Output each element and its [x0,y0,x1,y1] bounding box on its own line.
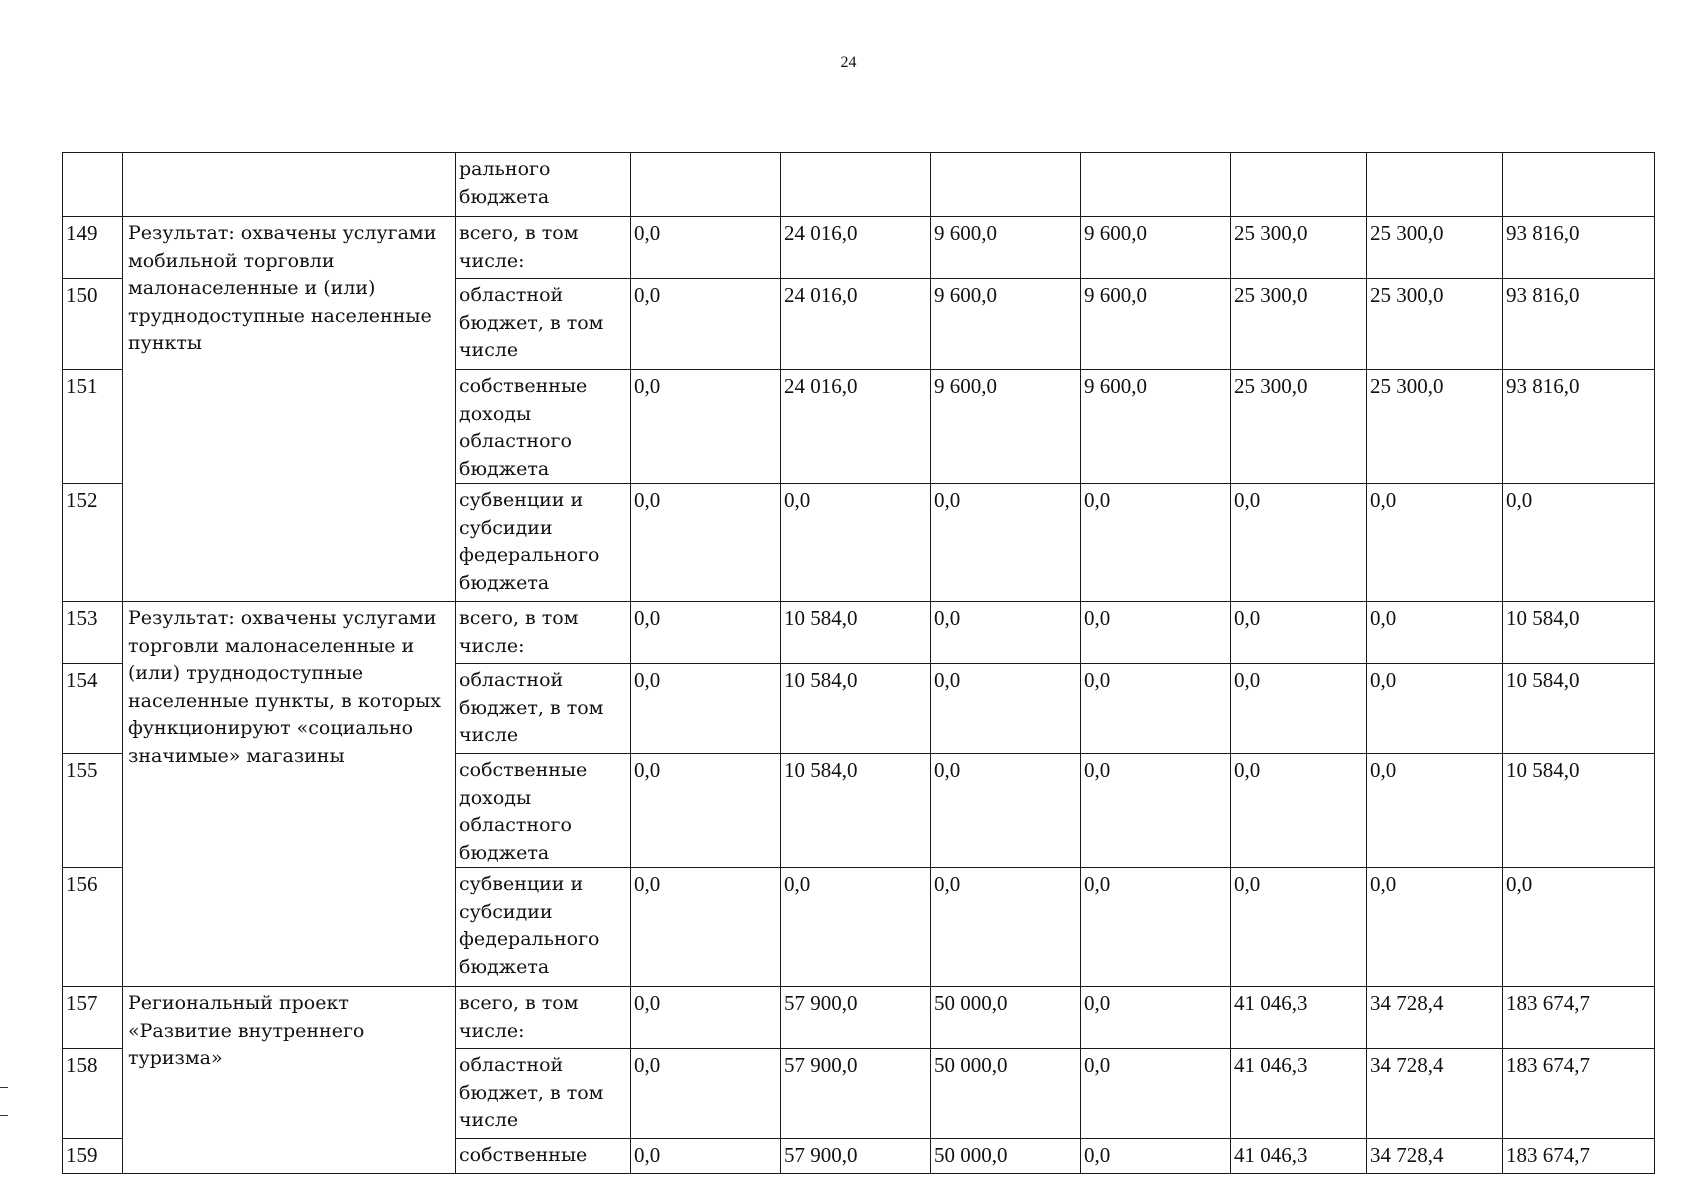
value-cell: 25 300,0 [1367,279,1503,370]
value-cell: 57 900,0 [781,1049,931,1139]
value-cell: 0,0 [931,868,1081,987]
value-cell: 0,0 [631,217,781,279]
table-body [63,153,1655,1174]
funding-source: всего, в том числе: [456,217,631,279]
value-cell: 0,0 [631,987,781,1049]
value-cell: 0,0 [631,484,781,602]
funding-source: собственные [456,1139,631,1174]
funding-source: собственные доходы областного бюджета [456,370,631,484]
value-cell: 0,0 [631,1049,781,1139]
value-cell: 183 674,7 [1503,1139,1655,1174]
value-cell: 0,0 [1367,754,1503,868]
value-cell: 0,0 [1367,602,1503,664]
value-cell: 0,0 [1081,1139,1231,1174]
value-cell: 0,0 [1231,664,1367,754]
budget-table [62,152,1655,1174]
row-number: 149 [63,217,123,279]
value-cell: 10 584,0 [781,602,931,664]
value-cell: 0,0 [631,370,781,484]
value-cell: 0,0 [1503,868,1655,987]
value-cell [1081,153,1231,217]
funding-source: субвенции и субсидии федерального бюджета [456,868,631,987]
row-number: 152 [63,484,123,602]
value-cell: 25 300,0 [1231,217,1367,279]
row-number: 150 [63,279,123,370]
value-cell: 0,0 [931,484,1081,602]
value-cell: 0,0 [931,664,1081,754]
funding-source: всего, в том числе: [456,987,631,1049]
row-number: 151 [63,370,123,484]
value-cell: 34 728,4 [1367,1049,1503,1139]
page-number: 24 [840,54,857,71]
value-cell: 50 000,0 [931,1049,1081,1139]
value-cell: 0,0 [1081,754,1231,868]
value-cell: 41 046,3 [1231,1049,1367,1139]
value-cell [781,153,931,217]
value-cell: 24 016,0 [781,279,931,370]
row-number: 156 [63,868,123,987]
value-cell: 50 000,0 [931,1139,1081,1174]
value-cell: 25 300,0 [1367,217,1503,279]
value-cell: 93 816,0 [1503,279,1655,370]
value-cell: 0,0 [631,1139,781,1174]
funding-source: областной бюджет, в том числе [456,1049,631,1139]
table-row [63,153,1655,217]
value-cell: 25 300,0 [1367,370,1503,484]
value-cell: 0,0 [1367,664,1503,754]
value-cell: 0,0 [931,754,1081,868]
value-cell: 93 816,0 [1503,370,1655,484]
value-cell [631,153,781,217]
value-cell: 41 046,3 [1231,987,1367,1049]
value-cell: 0,0 [1503,484,1655,602]
value-cell: 0,0 [1081,987,1231,1049]
value-cell: 10 584,0 [1503,754,1655,868]
row-number: 158 [63,1049,123,1139]
value-cell: 57 900,0 [781,987,931,1049]
row-number: 157 [63,987,123,1049]
value-cell: 0,0 [1231,602,1367,664]
value-cell: 34 728,4 [1367,987,1503,1049]
value-cell [1367,153,1503,217]
row-number: 155 [63,754,123,868]
value-cell: 0,0 [631,868,781,987]
funding-source: областной бюджет, в том числе [456,279,631,370]
value-cell: 0,0 [781,868,931,987]
funding-source: собственные доходы областного бюджета [456,754,631,868]
row-description: Результат: охвачены услугами торговли малонаселенные и (или) труднодоступные населенные пункты, в которых функционируют «социально значимые» магазины [123,602,456,987]
value-cell: 0,0 [1231,484,1367,602]
funding-source: областной бюджет, в том числе [456,664,631,754]
value-cell: 0,0 [1081,1049,1231,1139]
table-row [63,602,1655,664]
table-row [63,987,1655,1049]
value-cell: 9 600,0 [931,370,1081,484]
value-cell: 25 300,0 [1231,279,1367,370]
row-number: 159 [63,1139,123,1174]
row-description [123,153,456,217]
value-cell [1231,153,1367,217]
value-cell: 0,0 [1231,868,1367,987]
row-number: 154 [63,664,123,754]
value-cell: 183 674,7 [1503,1049,1655,1139]
value-cell [931,153,1081,217]
value-cell: 9 600,0 [931,217,1081,279]
value-cell: 0,0 [781,484,931,602]
value-cell: 9 600,0 [931,279,1081,370]
value-cell: 50 000,0 [931,987,1081,1049]
value-cell: 10 584,0 [781,664,931,754]
value-cell: 24 016,0 [781,217,931,279]
value-cell [1503,153,1655,217]
value-cell: 57 900,0 [781,1139,931,1174]
value-cell: 9 600,0 [1081,370,1231,484]
row-description: Региональный проект «Развитие внутреннего туризма» [123,987,456,1174]
row-number: 153 [63,602,123,664]
value-cell: 0,0 [1367,484,1503,602]
funding-source: субвенции и субсидии федерального бюджета [456,484,631,602]
margin-mark [0,1087,8,1088]
budget-table-container [62,152,1654,1174]
funding-source: всего, в том числе: [456,602,631,664]
value-cell: 10 584,0 [1503,664,1655,754]
funding-source: рального бюджета [456,153,631,217]
value-cell: 0,0 [1081,602,1231,664]
value-cell: 41 046,3 [1231,1139,1367,1174]
value-cell: 0,0 [631,279,781,370]
row-description: Результат: охвачены услугами мобильной торговли малонаселенные и (или) труднодоступные населенные пункты [123,217,456,602]
table-row [63,217,1655,279]
value-cell: 9 600,0 [1081,217,1231,279]
value-cell: 0,0 [631,664,781,754]
value-cell: 0,0 [1081,868,1231,987]
value-cell: 0,0 [631,602,781,664]
value-cell: 0,0 [931,602,1081,664]
row-number [63,153,123,217]
value-cell: 0,0 [1081,484,1231,602]
value-cell: 9 600,0 [1081,279,1231,370]
value-cell: 10 584,0 [781,754,931,868]
value-cell: 0,0 [1367,868,1503,987]
value-cell: 93 816,0 [1503,217,1655,279]
value-cell: 0,0 [631,754,781,868]
margin-mark [0,1115,8,1116]
value-cell: 0,0 [1081,664,1231,754]
value-cell: 24 016,0 [781,370,931,484]
value-cell: 34 728,4 [1367,1139,1503,1174]
value-cell: 183 674,7 [1503,987,1655,1049]
value-cell: 25 300,0 [1231,370,1367,484]
value-cell: 10 584,0 [1503,602,1655,664]
value-cell: 0,0 [1231,754,1367,868]
